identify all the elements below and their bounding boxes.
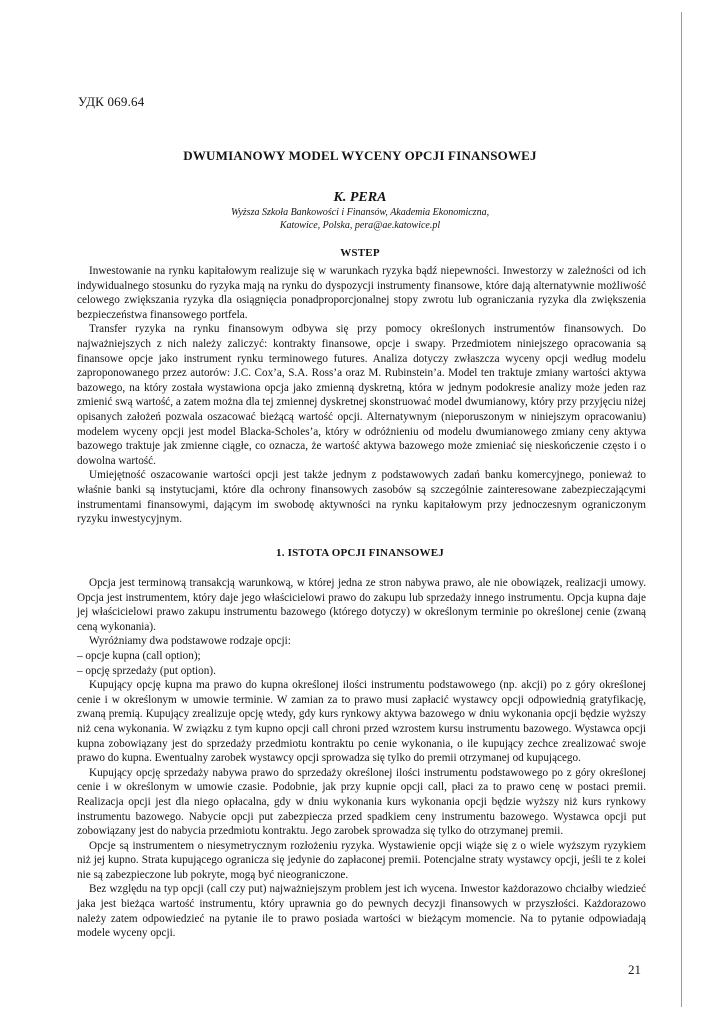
paragraph: Opcje są instrumentem o niesymetrycznym rozłożeniu ryzyka. Wystawienie opcji wiąże się z o wiele wyższym ryzykiem niż jej kupno. Strata kupującego ogranicza się jedynie do zapłaconej premii. Potencjalne straty wystawcy opcji, jeśli te z kolei nie są zabezpieczone lub pokryte, mogą być nieograniczone. [77, 839, 646, 881]
paragraph: Inwestowanie na rynku kapitałowym realizuje się w warunkach ryzyka bądź niepewności. Inwestorzy w zależności od ich indywidualnego stosunku do ryzyka mają na rynku do dyspozycji instrumenty finansowe, które dają alternatywnie możliwość celowego zwiększania ryzyka dla osiągnięcia ponadproporcjonalnej stopy zwrotu lub ograniczania ryzyka dla zwiększenia bezpieczeństwa finansowego portfela. [77, 265, 646, 321]
udk-code: УДК 069.64 [78, 94, 145, 109]
author-name: K. PERA [333, 190, 387, 205]
section-heading-1: 1. ISTOTA OPCJI FINANSOWEJ [276, 547, 444, 559]
paragraph: Transfer ryzyka na rynku finansowym odbywa się przy pomocy określonych instrumentów finansowych. Do najważniejszych z nich należy zaliczyć: kontrakty finansowe, opcje i swapy. Przedmiotem niniejszego opracowania są finansowe opcje jako instrument rynku terminowego futures. Analiza dotyczy zwłaszcza wyceny opcji według modelu zaproponowanego przez autorów: J.C. Cox’a, S.A. Ross’a oraz M. Rubinstein’a. Model ten traktuje zmiany wartości aktywa bazowego, na który została wystawiona opcja jako zmienną dyskretną, która w jednym podokresie analizy może jeden raz zmienić swą wartość, a zatem można dla tej zmiennej dyskretnej skonstruować model dwumianowy, który przy przyjęciu niżej opisanych założeń pozwala oszacować bieżącą wartość opcji. Alternatywnym (nieporuszonym w niniejszym opracowaniu) modelem wyceny opcji jest model Blacka-Scholes’a, który w odróżnieniu od modelu dwumianowego zmiany ceny aktywa bazowego traktuje jak zmienne ciągłe, co oznacza, że wartość aktywa bazowego może zmieniać się nieskończenie często i o dowolna wartość. [77, 323, 646, 467]
section-heading-intro: WSTEP [340, 247, 380, 259]
affiliation-line: Wyższa Szkoła Bankowości i Finansów, Akademia Ekonomiczna, [230, 207, 490, 218]
scan-edge-line [681, 12, 682, 1007]
affiliation-line: Katowice, Polska, pera@ae.katowice.pl [279, 220, 441, 231]
paragraph: Umiejętność oszacowanie wartości opcji jest także jednym z podstawowych zadań banku komercyjnego, ponieważ to właśnie banki są instytucjami, które dla ochrony finansowych zasobów są szczególnie zainteresowane zabezpieczającymi instrumentami finansowymi, dającym im swobodę aktywności na rynku kapitałowym przy jednoczesnym ograniczonym ryzyku inwestycyjnym. [77, 469, 646, 526]
paragraph: Kupujący opcję kupna ma prawo do kupna określonej ilości instrumentu podstawowego (np. akcji) po z góry określonej cenie i w określonym w umowie terminie. W zamian za to prawo musi zapłacić wystawcy opcji odpowiednią gratyfikację, zwaną premią. Kupujący zrealizuje opcję wtedy, gdy kurs rynkowy aktywa bazowego w dniu wykonania opcji będzie wyższy niż cena wykonania. W związku z tym kupno opcji call chroni przed wzrostem kursu instrumentu bazowego. Wystawca opcji kupna zobowiązany jest do sprzedaży przedmiotu kontraktu po cenie wykonania, o ile kupujący zechce zrealizować swoje prawo do kupna. Ewentualny zarobek wystawcy opcji sprowadza się tylko do premii otrzymanej od kupującego. [77, 679, 646, 765]
section1-body [77, 576, 646, 941]
paragraph: Kupujący opcję sprzedaży nabywa prawo do sprzedaży określonej ilości instrumentu podstawowego po z góry określonej cenie i w określonym w umowie czasie. Podobnie, jak przy kupnie opcji call, płaci za to prawo cenę w postaci premii. Realizacja opcji jest dla niego opłacalna, gdy w dniu wykonania kurs wykonania opcji będzie wyższy niż kurs rynkowy instrumentu bazowego. Nabycie opcji put zabezpiecza przed spadkiem ceny instrumentu bazowego. Wystawca opcji put zobowiązany jest do nabycia przedmiotu kontraktu. Jego zarobek sprowadza się tylko do otrzymanej premii. [77, 766, 646, 838]
paragraph: Bez względu na typ opcji (call czy put) najważniejszym problem jest ich wycena. Inwestor każdorazowo chciałby wiedzieć jaka jest bieżąca wartość instrumentu, który uprawnia go do pewnych decyzji finansowych w przyszłości. Każdorazowo należy zatem odpowiedzieć na pytanie ile to prawo posiada wartości w bieżącym momencie. Na to pytanie odpowiadają modele wyceny opcji. [77, 883, 646, 940]
paper-title: DWUMIANOWY MODEL WYCENY OPCJI FINANSOWEJ [183, 148, 537, 163]
intro-body [77, 264, 646, 527]
author-affiliation [120, 206, 600, 232]
list-item: – opcję sprzedaży (put option). [77, 664, 216, 677]
paragraph: Wyróżniamy dwa podstawowe rodzaje opcji: [89, 635, 291, 648]
paragraph: Opcja jest terminową transakcją warunkową, w której jedna ze stron nabywa prawo, ale nie obowiązek, realizacji umowy. Opcja jest instrumentem, który daje jego właścicielowi prawo do zakupu lub sprzedaży innego instrumentu. Opcja kupna daje jej właścicielowi prawo zakupu instrumentu bazowego (którego dotyczy) w określonym terminie po określonej cenie (zwaną ceną wykonania). [77, 577, 646, 633]
list-item: – opcje kupna (call option); [77, 649, 201, 662]
page-number: 21 [628, 962, 641, 977]
